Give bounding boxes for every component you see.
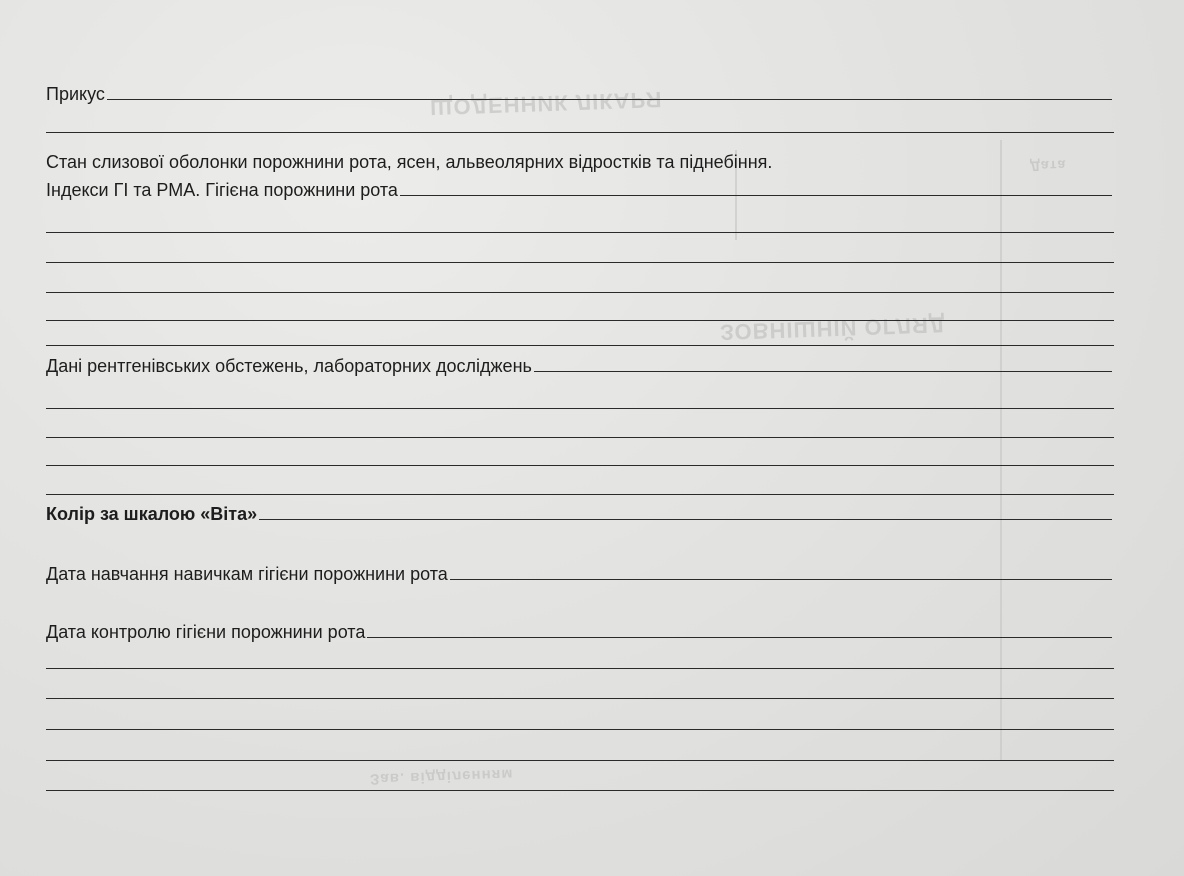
writing-line[interactable]: [46, 698, 1114, 699]
writing-line[interactable]: [46, 345, 1114, 346]
control-fill-line[interactable]: [367, 637, 1112, 638]
xray-fill-line[interactable]: [534, 371, 1112, 372]
writing-line[interactable]: [46, 292, 1114, 293]
training-fill-line[interactable]: [450, 579, 1112, 580]
show-through-column-rule: [1000, 140, 1002, 760]
training-label: Дата навчання навичкам гігієни порожнини рота: [46, 564, 448, 584]
writing-line[interactable]: [46, 729, 1114, 730]
writing-line[interactable]: [46, 408, 1114, 409]
control-row: [46, 618, 1112, 642]
control-label: Дата контролю гігієни порожнини рота: [46, 622, 366, 642]
color-fill-line[interactable]: [259, 519, 1112, 520]
bite-label: Прикус: [46, 84, 105, 104]
writing-line[interactable]: [46, 320, 1114, 321]
writing-line[interactable]: [46, 668, 1114, 669]
bite-extra-line[interactable]: [46, 132, 1114, 133]
training-row: [46, 560, 1112, 584]
color-row: [46, 500, 1112, 524]
writing-line[interactable]: [46, 790, 1114, 791]
xray-row: [46, 352, 1112, 376]
show-through-footer: Зав. відділенням: [369, 765, 514, 788]
show-through-heading-2: ЗОВНІШНІЙ ОГЛЯД: [719, 312, 946, 345]
show-through-column-label: Дата: [1029, 157, 1067, 175]
writing-line[interactable]: [46, 465, 1114, 466]
indices-row: [46, 176, 1112, 200]
writing-line[interactable]: [46, 437, 1114, 438]
show-through-heading-1: ЩОДЕННИК ЛІКАРЯ: [429, 86, 663, 121]
bite-row: [46, 80, 1112, 104]
indices-fill-line[interactable]: [400, 195, 1112, 196]
color-label: Колір за шкалою «Віта»: [46, 504, 258, 524]
writing-line[interactable]: [46, 494, 1114, 495]
bite-fill-line[interactable]: [107, 99, 1112, 100]
writing-line[interactable]: [46, 232, 1114, 233]
xray-label: Дані рентгенівських обстежень, лабораторних досліджень: [46, 356, 532, 376]
indices-label: Індекси ГІ та РМА. Гігієна порожнини рота: [46, 180, 398, 200]
mucosa-label: Стан слизової оболонки порожнини рота, ясен, альвеолярних відростків та піднебіння.: [46, 152, 773, 172]
writing-line[interactable]: [46, 262, 1114, 263]
writing-line[interactable]: [46, 760, 1114, 761]
